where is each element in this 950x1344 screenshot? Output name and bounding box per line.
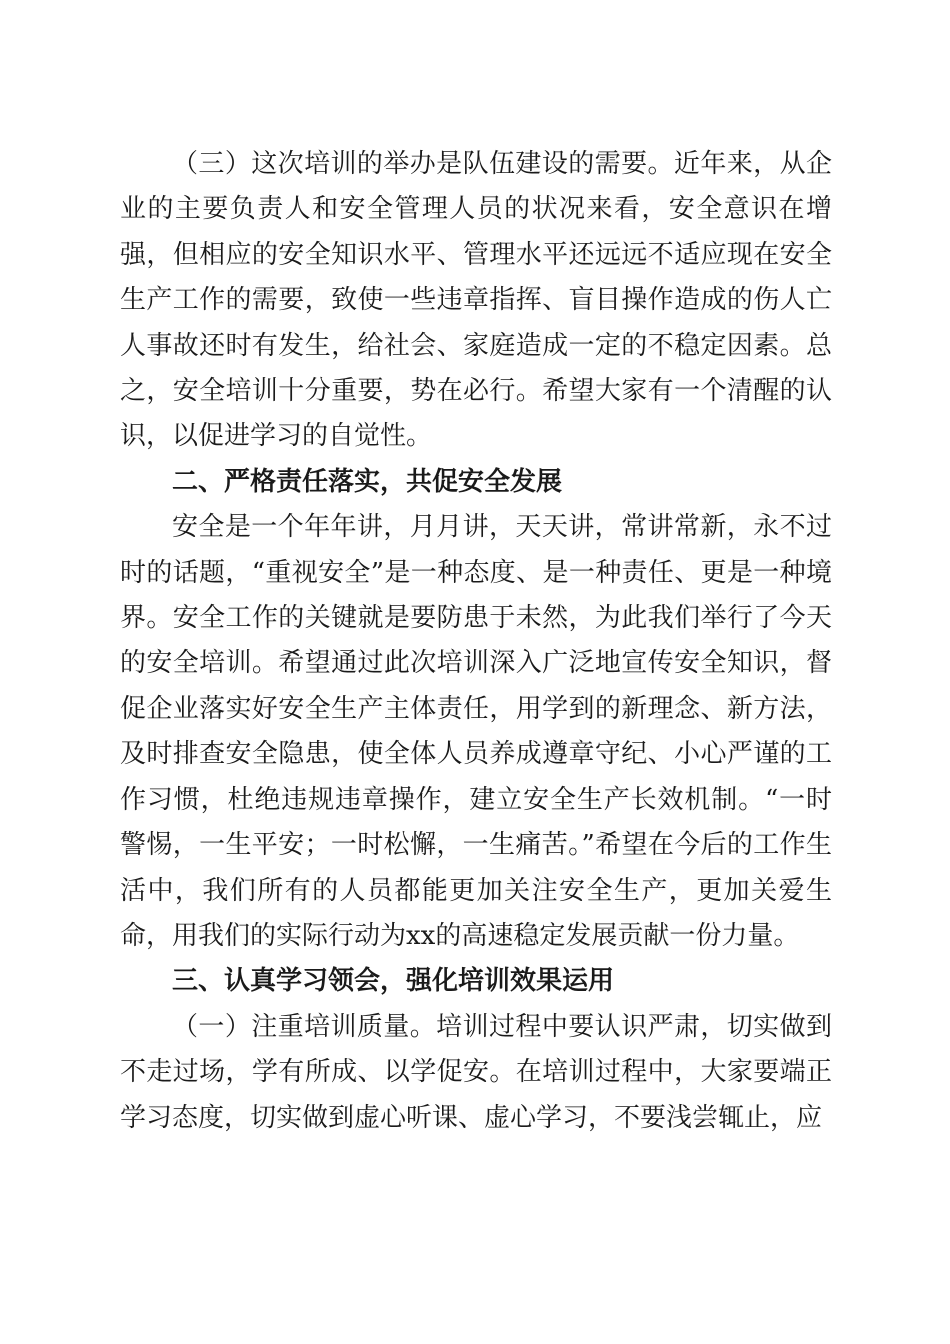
paragraph-training-quality: （一）注重培训质量。培训过程中要认识严肃，切实做到不走过场，学有所成、以学促安。在培训过程中，大家要端正学习态度，切实做到虚心听课、虚心学习，不要浅尝辄止，应 bbox=[120, 1011, 832, 1133]
paragraph-safety-awareness: 安全是一个年年讲，月月讲，天天讲，常讲常新，永不过时的话题，“重视安全”是一种态度、是一种责任、更是一种境界。安全工作的关键就是要防患于未然，为此我们举行了今天的安全培训。希望通过此次培训深入广泛地宣传安全知识，督促企业落实好安全生产主体责任，用学到的新理念、新方法，及时排查安全隐患，使全体人员养成遵章守纪、小心严谨的工作习惯，杜绝违规违章操作，建立安全生产长效机制。“一时警惕，一生平安；一时松懈，一生痛苦。”希望在今后的工作生活中，我们所有的人员都能更加关注安全生产，更加关爱生命，用我们的实际行动为xx的高速稳定发展贡献一份力量。 bbox=[120, 512, 832, 951]
document-body bbox=[120, 142, 832, 1141]
section-heading-study: 三、认真学习领会，强化培训效果运用 bbox=[172, 966, 615, 997]
paragraph-team-building: （三）这次培训的举办是队伍建设的需要。近年来，从企业的主要负责人和安全管理人员的状况来看，安全意识在增强，但相应的安全知识水平、管理水平还远远不适应现在安全生产工作的需要，致使一些违章指挥、盲目操作造成的伤人亡人事故还时有发生，给社会、家庭造成一定的不稳定因素。总之，安全培训十分重要，势在必行。希望大家有一个清醒的认识，以促进学习的自觉性。 bbox=[120, 149, 832, 452]
section-heading-responsibility: 二、严格责任落实，共促安全发展 bbox=[172, 466, 563, 497]
